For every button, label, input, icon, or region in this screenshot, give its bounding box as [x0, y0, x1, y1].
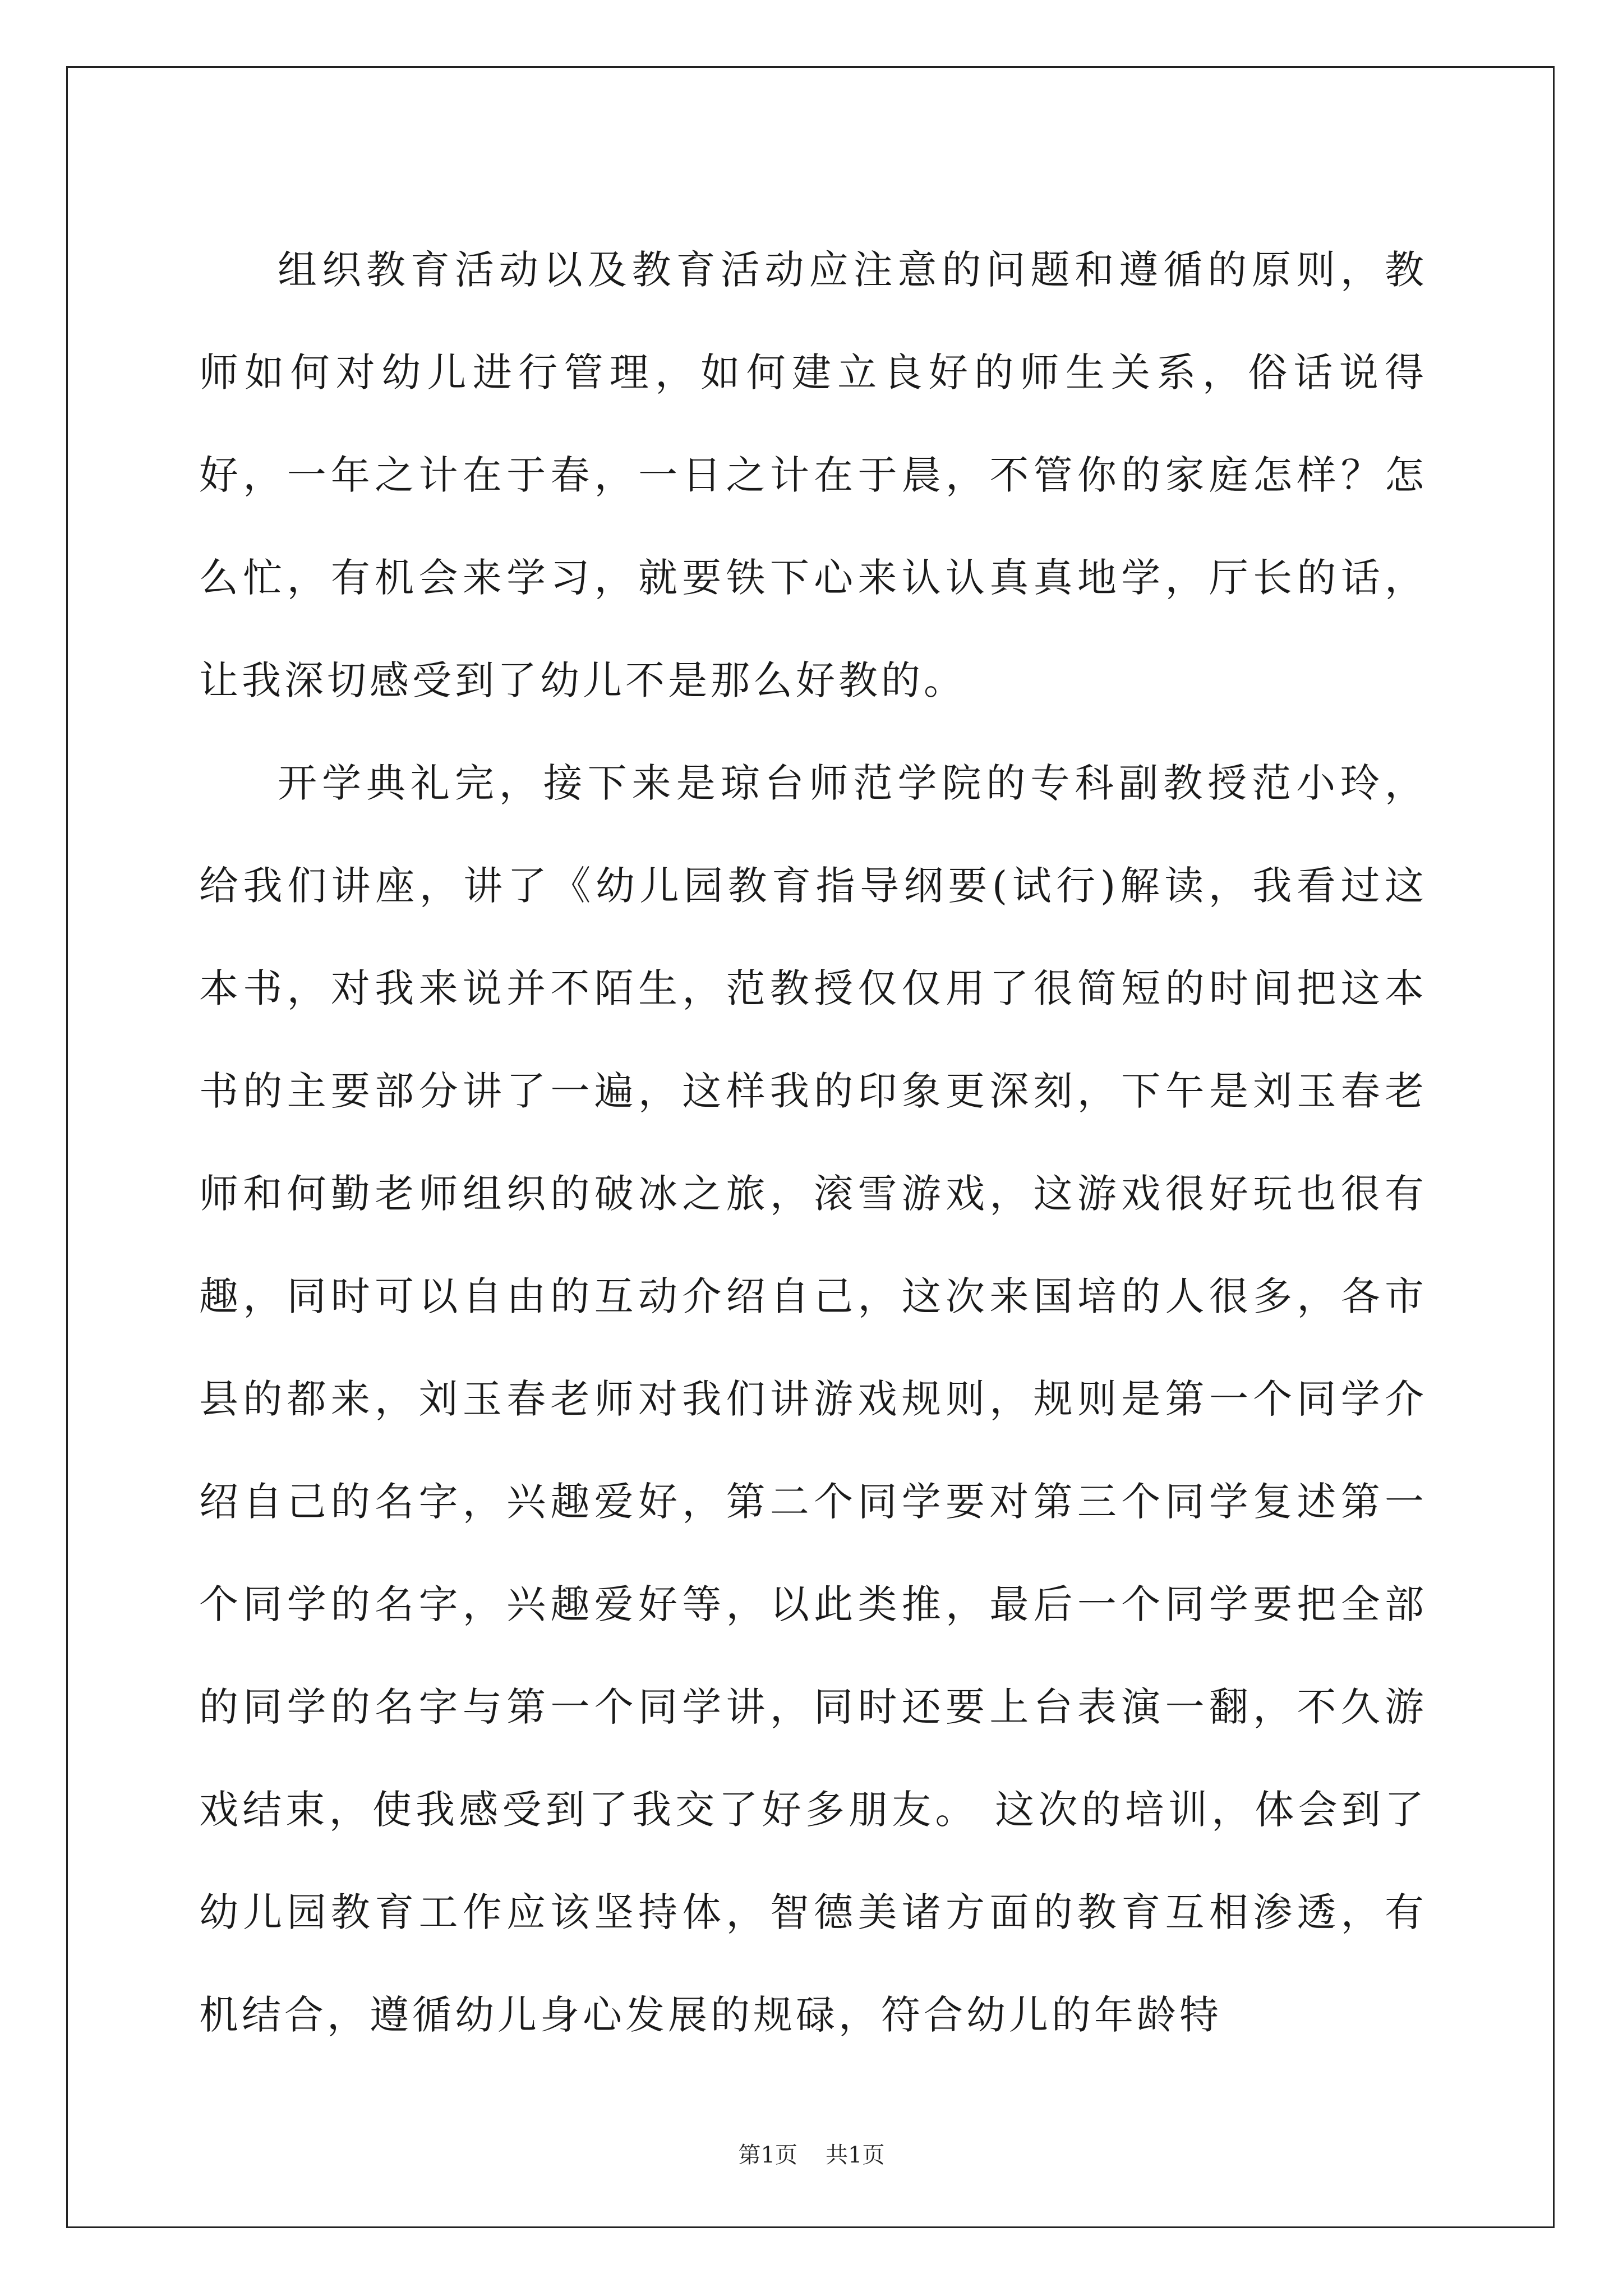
paragraph-1: 组织教育活动以及教育活动应注意的问题和遵循的原则，教师如何对幼儿进行管理，如何建立良好的师生关系，俗话说得好，一年之计在于春，一日之计在于晨，不管你的家庭怎样？怎么忙，有机会来学习，就要铁下心来认认真真地学，厅长的话，让我深切感受到了幼儿不是那么好教的。 [199, 247, 1427, 703]
document-body [199, 219, 1427, 2067]
paragraph-2: 开学典礼完，接下来是琼台师范学院的专科副教授范小玲，给我们讲座，讲了《幼儿园教育指导纲要(试行)解读，我看过这本书，对我来说并不陌生，范教授仅仅用了很简短的时间把这本书的主要部分讲了一遍，这样我的印象更深刻，下午是刘玉春老师和何勤老师组织的破冰之旅，滚雪游戏，这游戏很好玩也很有趣，同时可以自由的互动介绍自己，这次来国培的人很多，各市县的都来，刘玉春老师对我们讲游戏规则，规则是第一个同学介绍自己的名字，兴趣爱好，第二个同学要对第三个同学复述第一个同学的名字，兴趣爱好等，以此类推，最后一个同学要把全部的同学的名字与第一个同学讲，同时还要上台表演一翻，不久游戏结束，使我感受到了我交了好多朋友。 这次的培训，体会到了幼儿园教育工作应该坚持体，智德美诸方面的教育互相渗透，有机结合，遵循幼儿身心发展的规碌，符合幼儿的年龄特 [199, 760, 1427, 2038]
page-total: 共1页 [826, 2142, 885, 2168]
page-number: 第1页 [738, 2142, 797, 2168]
page-footer [0, 2137, 1623, 2169]
